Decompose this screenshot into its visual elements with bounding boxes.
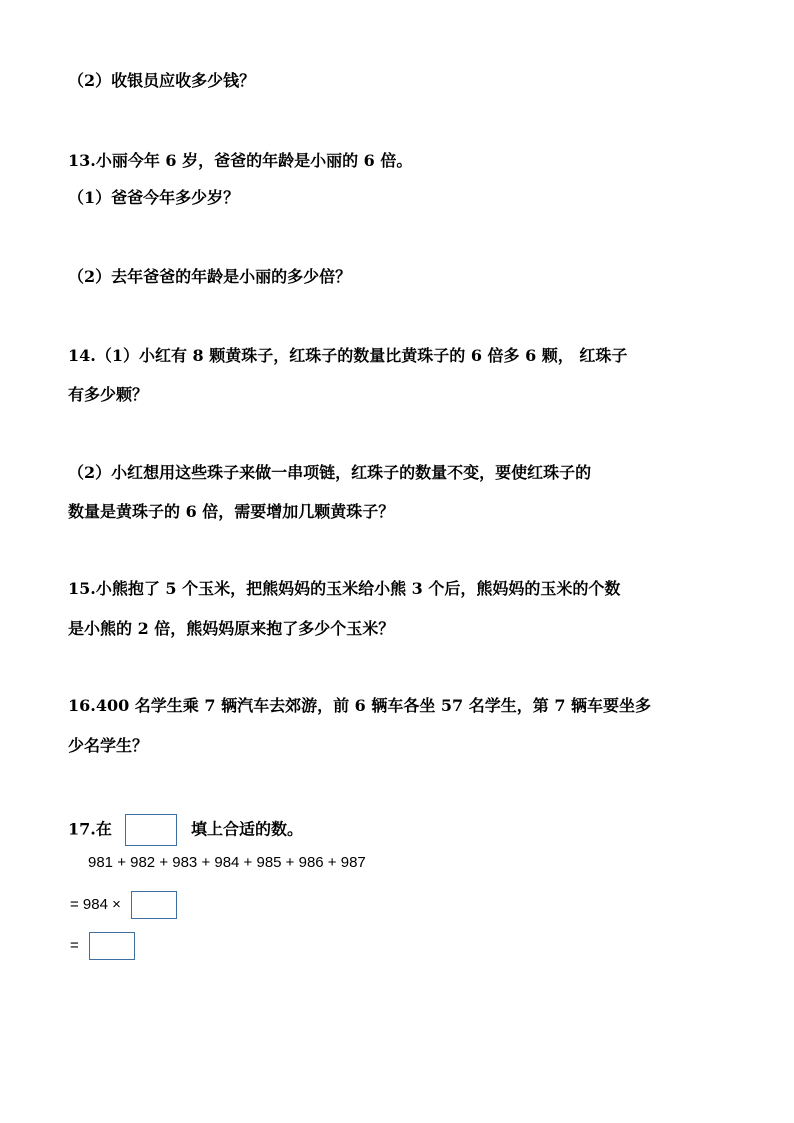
q13-sub1: （1）爸爸今年多少岁？: [68, 188, 240, 207]
q14-line3: （2）小红想用这些珠子来做一串项链，红珠子的数量不变，要使红珠子的: [68, 463, 592, 482]
q17-prefix: 17.在: [68, 819, 112, 839]
q14-line1: 14.（1）小红有 8 颗黄珠子，红珠子的数量比黄珠子的 6 倍多 6 颗， 红珠子: [68, 346, 628, 365]
q12-sub2: （2）收银员应收多少钱？: [68, 71, 256, 90]
q13-stem: 13.小丽今年 6 岁，爸爸的年龄是小丽的 6 倍。: [68, 151, 413, 170]
q16-line1: 16.400 名学生乘 7 辆汽车去郊游，前 6 辆车各坐 57 名学生，第 7 辆车要坐多: [68, 696, 652, 715]
q15-line2: 是小熊的 2 倍，熊妈妈原来抱了多少个玉米？: [68, 619, 395, 638]
q16-line2: 少名学生？: [68, 736, 149, 755]
q17-expression: 981 + 982 + 983 + 984 + 985 + 986 + 987: [88, 854, 366, 871]
q15-line1: 15.小熊抱了 5 个玉米，把熊妈妈的玉米给小熊 3 个后，熊妈妈的玉米的个数: [68, 579, 621, 598]
q14-line2: 有多少颗？: [68, 385, 149, 404]
q17-stem: [68, 814, 303, 846]
q17-step2: [70, 932, 135, 960]
q13-sub2: （2）去年爸爸的年龄是小丽的多少倍？: [68, 267, 352, 286]
q14-line4: 数量是黄珠子的 6 倍，需要增加几颗黄珠子？: [68, 502, 395, 521]
q17-step1: [70, 891, 177, 919]
q17-multiplier-box[interactable]: [131, 891, 177, 919]
q17-step2-text: =: [70, 936, 79, 954]
q17-step1-text: = 984 ×: [70, 895, 121, 913]
q17-result-box[interactable]: [89, 932, 135, 960]
q17-answer-box-sample: [125, 814, 177, 846]
q17-suffix: 填上合适的数。: [191, 819, 304, 839]
